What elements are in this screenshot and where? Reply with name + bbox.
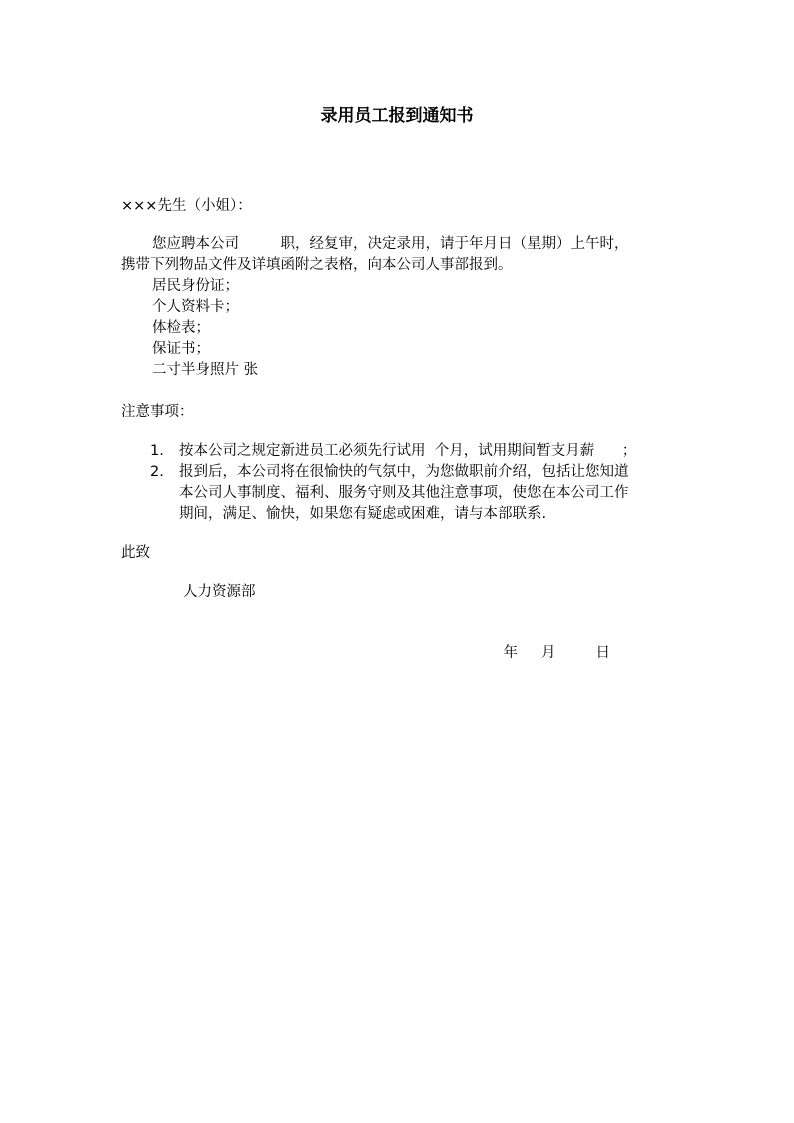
list-item: 个人资料卡； <box>152 299 239 315</box>
required-items-list <box>152 276 258 381</box>
body-paragraph <box>121 234 681 276</box>
note-line: 按本公司之规定新进员工必须先行试用 个月，试用期间暂支月薪 ； <box>179 443 637 459</box>
signature-date <box>485 622 610 685</box>
signature-department: 人力资源部 <box>183 584 256 600</box>
note-line: 期间，满足、愉快，如果您有疑虑或困难，请与本部联系. <box>179 506 547 522</box>
list-item: 二寸半身照片 张 <box>152 362 259 378</box>
note-line: 报到后，本公司将在很愉快的气氛中，为您做职前介绍，包括让您知道 <box>179 464 629 480</box>
list-item: 居民身份证； <box>152 278 239 294</box>
date-day: 日 <box>595 645 610 661</box>
note-text <box>179 441 690 462</box>
salutation: ×××先生（小姐）： <box>121 198 252 214</box>
note-number: 2. <box>150 464 164 480</box>
notes-heading: 注意事项： <box>121 404 194 420</box>
date-year: 年 <box>503 645 518 661</box>
body-line: 携带下列物品文件及详填函附之表格，向本公司人事部报到。 <box>121 257 513 273</box>
document-title: 录用员工报到通知书 <box>320 106 474 126</box>
note-text <box>179 462 690 525</box>
notes-list <box>150 441 690 525</box>
list-item: 体检表； <box>152 320 210 336</box>
note-item <box>150 441 690 462</box>
body-line: 您应聘本公司 职，经复审，决定录用，请于年月日（星期）上午时， <box>152 236 629 252</box>
note-number: 1. <box>150 443 164 459</box>
note-line: 本公司人事制度、福利、服务守则及其他注意事项，使您在本公司工作 <box>179 485 629 501</box>
list-item: 保证书； <box>152 341 210 357</box>
closing-phrase: 此致 <box>121 545 150 561</box>
note-item <box>150 462 690 525</box>
date-month: 月 <box>540 645 556 661</box>
